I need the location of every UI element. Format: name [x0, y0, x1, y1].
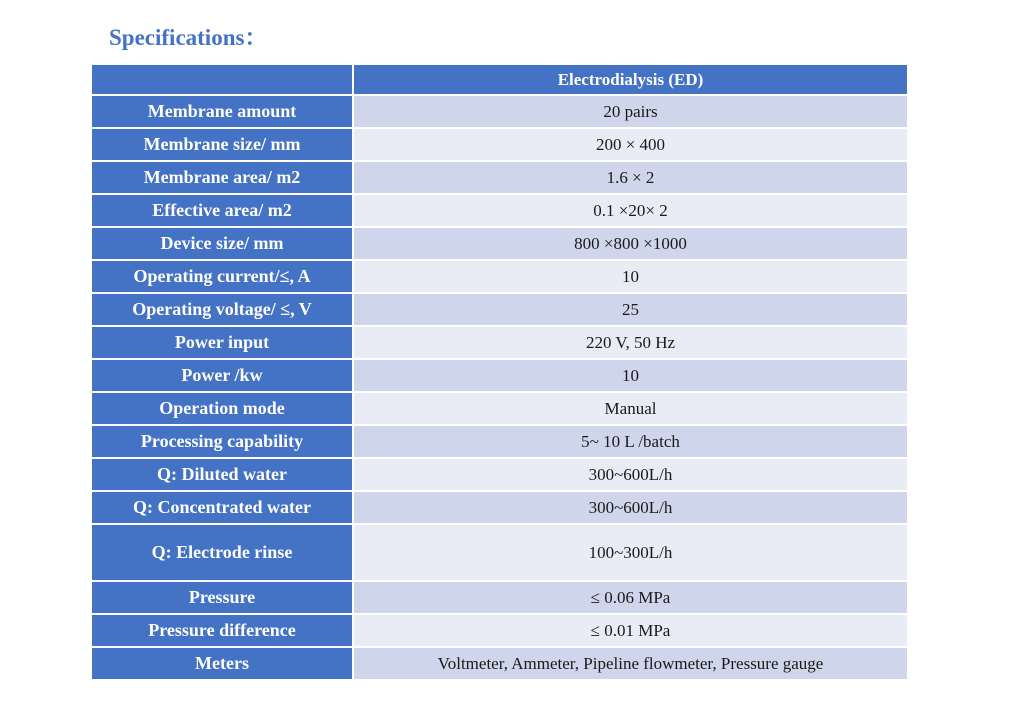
row-label: Q: Electrode rinse	[91, 524, 353, 581]
table-row	[91, 524, 908, 581]
table-row	[91, 647, 908, 680]
row-value: 300~600L/h	[353, 491, 908, 524]
row-label: Operation mode	[91, 392, 353, 425]
table-row	[91, 227, 908, 260]
row-label: Operating current/≤, A	[91, 260, 353, 293]
row-value: 100~300L/h	[353, 524, 908, 581]
table-row	[91, 581, 908, 614]
row-value: 300~600L/h	[353, 458, 908, 491]
row-value: ≤ 0.06 MPa	[353, 581, 908, 614]
table-row	[91, 491, 908, 524]
row-label: Membrane area/ m2	[91, 161, 353, 194]
row-value: 10	[353, 260, 908, 293]
row-value: 5~ 10 L /batch	[353, 425, 908, 458]
row-value: 1.6 × 2	[353, 161, 908, 194]
row-value: Voltmeter, Ammeter, Pipeline flowmeter, Pressure gauge	[353, 647, 908, 680]
row-label: Membrane size/ mm	[91, 128, 353, 161]
table-row	[91, 326, 908, 359]
row-label: Power input	[91, 326, 353, 359]
table-row	[91, 260, 908, 293]
table-row	[91, 392, 908, 425]
row-label: Processing capability	[91, 425, 353, 458]
row-value: 25	[353, 293, 908, 326]
page-title: Specifications：	[109, 25, 268, 50]
column-header-electrodialysis: Electrodialysis (ED)	[353, 64, 908, 95]
table-row	[91, 614, 908, 647]
table-header-row	[91, 64, 908, 95]
table-row	[91, 293, 908, 326]
row-label: Operating voltage/ ≤, V	[91, 293, 353, 326]
table-row	[91, 128, 908, 161]
row-value: 10	[353, 359, 908, 392]
table-row	[91, 359, 908, 392]
row-label: Meters	[91, 647, 353, 680]
row-label: Membrane amount	[91, 95, 353, 128]
row-value: 20 pairs	[353, 95, 908, 128]
table-corner-cell	[91, 64, 353, 95]
row-label: Device size/ mm	[91, 227, 353, 260]
row-value: 200 × 400	[353, 128, 908, 161]
row-label: Power /kw	[91, 359, 353, 392]
table-row	[91, 458, 908, 491]
row-label: Pressure difference	[91, 614, 353, 647]
table-row	[91, 95, 908, 128]
row-value: 800 ×800 ×1000	[353, 227, 908, 260]
table-row	[91, 425, 908, 458]
row-label: Pressure	[91, 581, 353, 614]
table-row	[91, 161, 908, 194]
row-label: Q: Diluted water	[91, 458, 353, 491]
row-value: 0.1 ×20× 2	[353, 194, 908, 227]
row-value: Manual	[353, 392, 908, 425]
row-value: 220 V, 50 Hz	[353, 326, 908, 359]
table-row	[91, 194, 908, 227]
row-label: Effective area/ m2	[91, 194, 353, 227]
row-label: Q: Concentrated water	[91, 491, 353, 524]
row-value: ≤ 0.01 MPa	[353, 614, 908, 647]
specifications-table	[90, 63, 909, 681]
